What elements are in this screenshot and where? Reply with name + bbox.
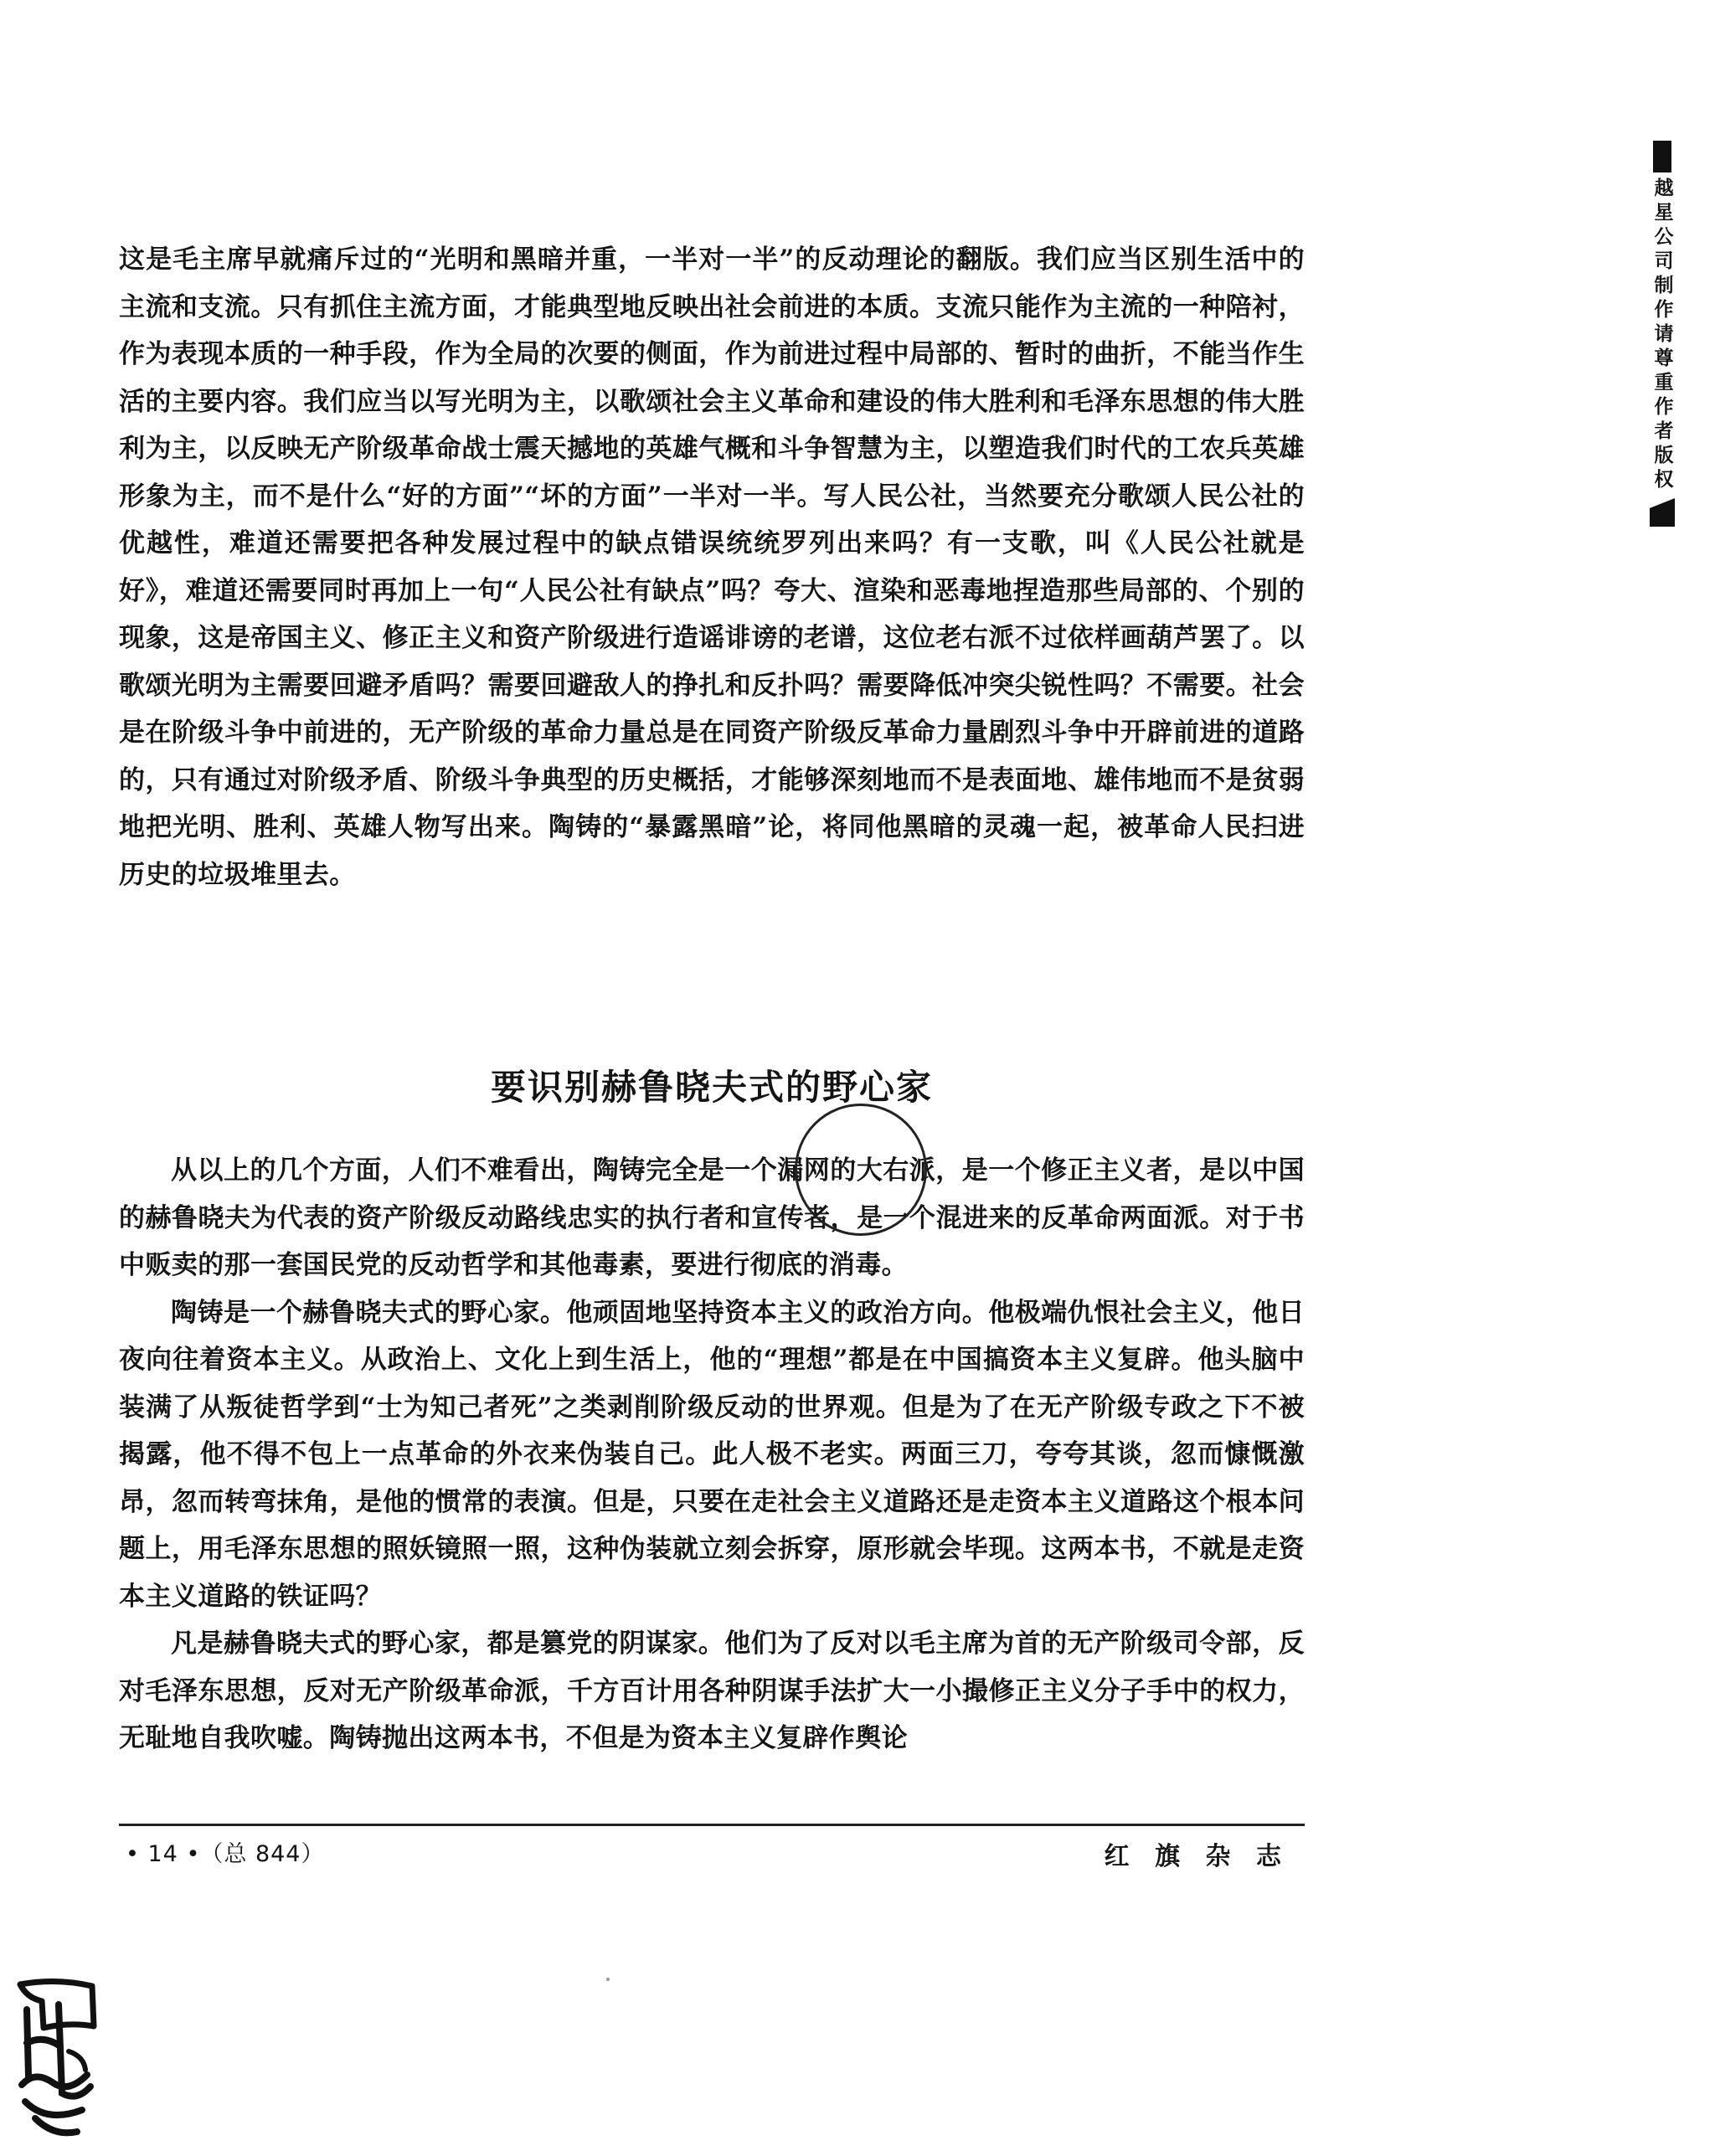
section-body (119, 1147, 1305, 1762)
side-bar-top (1653, 141, 1671, 172)
section-paragraph-1: 从以上的几个方面，人们不难看出，陶铸完全是一个漏网的大右派，是一个修正主义者，是以中国的赫鲁晓夫为代表的资产阶级反动路线忠实的执行者和宣传者，是一个混进来的反革命两面派。对于书中贩卖的那一套国民党的反动哲学和其他毒素，要进行彻底的消毒。 (119, 1155, 1305, 1280)
copyright-side-notice (1648, 141, 1676, 527)
seal-stamp-icon (10, 1976, 102, 2143)
continued-paragraph (119, 236, 1305, 898)
speck-mark (606, 1978, 610, 1981)
side-bar-bottom (1650, 498, 1675, 527)
section-heading: 要识别赫鲁晓夫式的野心家 (490, 1067, 933, 1108)
footer-journal-name: 红 旗 杂 志 (1104, 1842, 1290, 1871)
side-notice-text: 越星公司制作请尊重作者版权 (1651, 178, 1673, 493)
section-paragraph-3: 凡是赫鲁晓夫式的野心家，都是篡党的阴谋家。他们为了反对以毛主席为首的无产阶级司令部，反对毛泽东思想，反对无产阶级革命派，千方百计用各种阴谋手法扩大一小撮修正主义分子手中的权力，无耻地自我吹嘘。陶铸抛出这两本书，不但是为资本主义复辟作舆论 (119, 1629, 1305, 1753)
paragraph-text: 这是毛主席早就痛斥过的“光明和黑暗并重，一半对一半”的反动理论的翻版。我们应当区别生活中的主流和支流。只有抓住主流方面，才能典型地反映出社会前进的本质。支流只能作为主流的一种陪衬，作为表现本质的一种手段，作为全局的次要的侧面，作为前进过程中局部的、暂时的曲折，不能当作生活的主要内容。我们应当以写光明为主，以歌颂社会主义革命和建设的伟大胜利和毛泽东思想的伟大胜利为主，以反映无产阶级革命战士震天撼地的英雄气概和斗争智慧为主，以塑造我们时代的工农兵英雄形象为主，而不是什么“好的方面”“坏的方面”一半对一半。写人民公社，当然要充分歌颂人民公社的优越性，难道还需要把各种发展过程中的缺点错误统统罗列出来吗？有一支歌，叫《人民公社就是好》，难道还需要同时再加上一句“人民公社有缺点”吗？夸大、渲染和恶毒地捏造那些局部的、个别的现象，这是帝国主义、修正主义和资产阶级进行造谣诽谤的老谱，这位老右派不过依样画葫芦罢了。以歌颂光明为主需要回避矛盾吗？需要回避敌人的挣扎和反扑吗？需要降低冲突尖锐性吗？不需要。社会是在阶级斗争中前进的，无产阶级的革命力量总是在同资产阶级反革命力量剧烈斗争中开辟前进的道路的，只有通过对阶级矛盾、阶级斗争典型的历史概括，才能够深刻地而不是表面地、雄伟地而不是贫弱地把光明、胜利、英雄人物写出来。陶铸的“暴露黑暗”论，将同他黑暗的灵魂一起，被革命人民扫进历史的垃圾堆里去。 (119, 244, 1305, 890)
footer-divider (119, 1824, 1305, 1826)
hand-drawn-circle-mark (795, 1104, 927, 1236)
footer-page-number: • 14 •（总 844） (126, 1841, 325, 1867)
section-paragraph-2: 陶铸是一个赫鲁晓夫式的野心家。他顽固地坚持资本主义的政治方向。他极端仇恨社会主义，他日夜向往着资本主义。从政治上、文化上到生活上，他的“理想”都是在中国搞资本主义复辟。他头脑中装满了从叛徒哲学到“士为知己者死”之类剥削阶级反动的世界观。但是为了在无产阶级专政之下不被揭露，他不得不包上一点革命的外衣来伪装自己。此人极不老实。两面三刀，夸夸其谈，忽而慷慨激昂，忽而转弯抹角，是他的惯常的表演。但是，只要在走社会主义道路还是走资本主义道路这个根本问题上，用毛泽东思想的照妖镜照一照，这种伪装就立刻会拆穿，原形就会毕现。这两本书，不就是走资本主义道路的铁证吗？ (119, 1297, 1305, 1612)
